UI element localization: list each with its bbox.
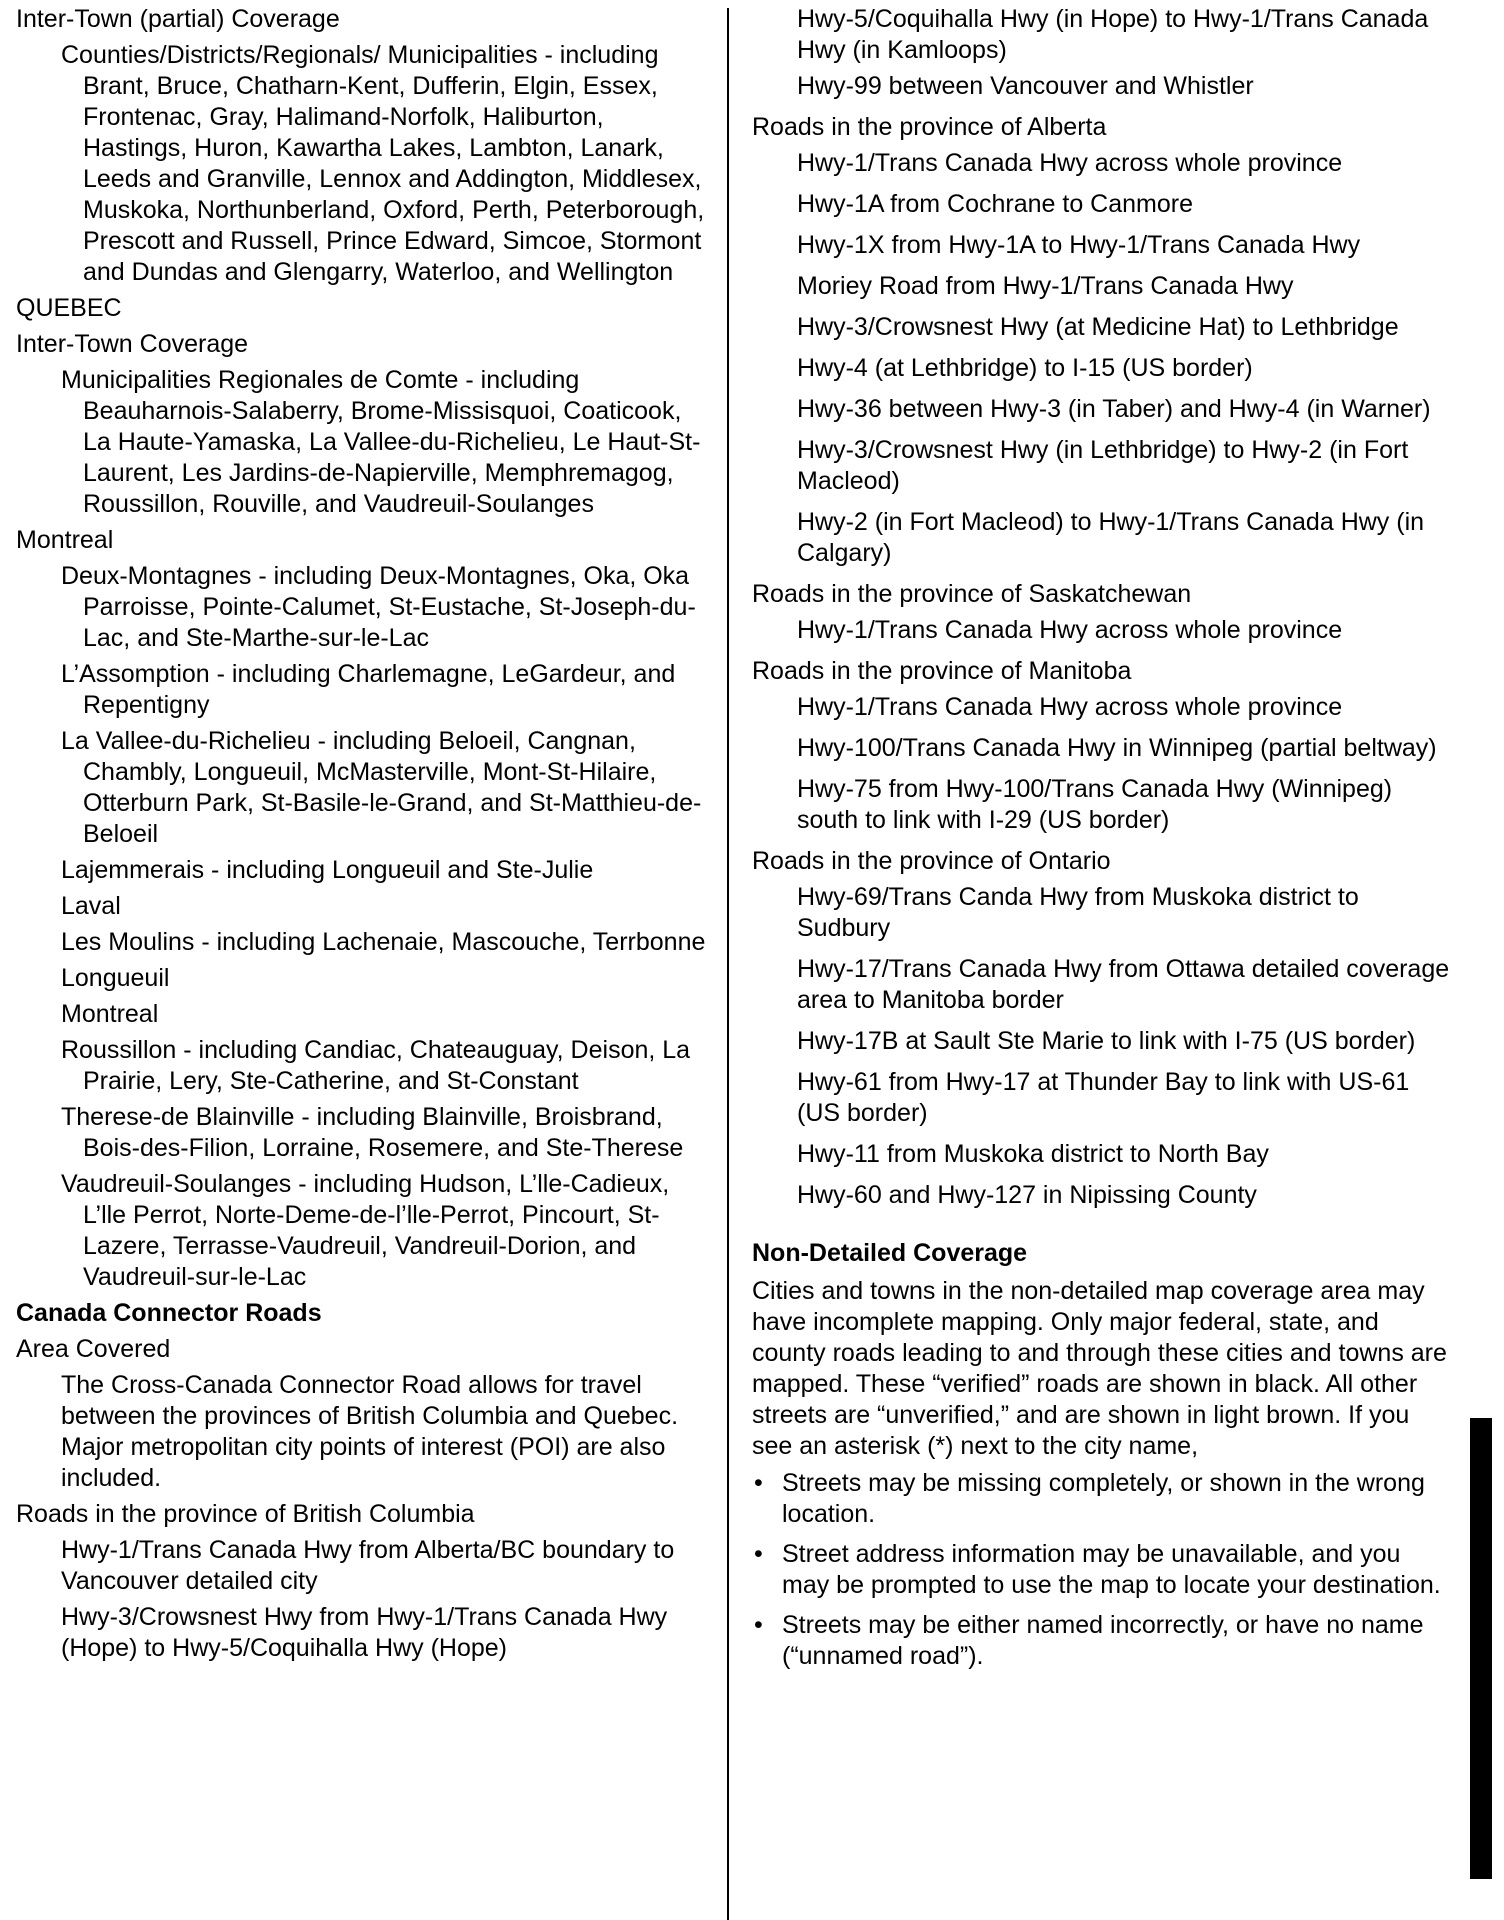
bullet-text: Streets may be missing completely, or shown in the wrong location. [782,1469,1425,1528]
entry-ab-hwy-1x: Hwy-1X from Hwy-1A to Hwy-1/Trans Canada Hwy [797,231,1361,259]
entry-ab-hwy-36: Hwy-36 between Hwy-3 (in Taber) and Hwy-4 (in Warner) [797,395,1431,423]
bullet-item [752,1610,1452,1672]
paragraph-cross-canada: The Cross-Canada Connector Road allows for travel between the provinces of British Columbia and Quebec. Major metropolitan city points of interest (POI) are also included. [61,1371,679,1492]
entry-bc-hwy-5: Hwy-5/Coquihalla Hwy (in Hope) to Hwy-1/Trans Canada Hwy (in Kamloops) [797,5,1429,64]
bullet-dot-icon: • [754,1540,763,1568]
heading-montreal: Montreal [16,526,114,554]
entry-ab-hwy-2: Hwy-2 (in Fort Macleod) to Hwy-1/Trans Canada Hwy (in Calgary) [797,508,1425,567]
bullet-dot-icon: • [754,1611,763,1639]
chapter-thumb-tab [1470,1418,1492,1879]
heading-inter-town: Inter-Town Coverage [16,330,249,358]
heading-ontario: Roads in the province of Ontario [752,847,1111,875]
heading-area-covered: Area Covered [16,1335,171,1363]
right-column [752,4,1452,1681]
heading-quebec: QUEBEC [16,294,122,322]
bullet-text: Street address information may be unavailable, and you may be prompted to use the map to locate your destination. [782,1540,1441,1599]
entry-on-hwy-11: Hwy-11 from Muskoka district to North Bay [797,1140,1269,1168]
column-divider [727,8,729,1920]
entry-on-hwy-17b: Hwy-17B at Sault Ste Marie to link with I-75 (US border) [797,1027,1416,1055]
entry-bc-hwy-99: Hwy-99 between Vancouver and Whistler [797,72,1254,100]
entry-lassomption: L’Assomption - including Charlemagne, LeGardeur, and Repentigny [61,660,676,719]
entry-roussillon: Roussillon - including Candiac, Chateauguay, Deison, La Prairie, Lery, Ste-Catherine, and St-Constant [61,1036,691,1095]
heading-saskatchewan: Roads in the province of Saskatchewan [752,580,1192,608]
entry-lajemmerais: Lajemmerais - including Longueuil and Ste-Julie [61,856,594,884]
heading-alberta: Roads in the province of Alberta [752,113,1107,141]
entry-laval: Laval [61,892,121,920]
entry-ab-moriey-road: Moriey Road from Hwy-1/Trans Canada Hwy [797,272,1294,300]
entry-vaudreuil-soulanges: Vaudreuil-Soulanges - including Hudson, L’lle-Cadieux, L’lle Perrot, Norte-Deme-de-l’lle-Perrot, Pincourt, St-Lazere, Terrasse-Vaudreuil, Vandreuil-Dorion, and Vaudreuil-sur-le-Lac [61,1170,670,1291]
entry-deux-montagnes: Deux-Montagnes - including Deux-Montagnes, Oka, Oka Parroisse, Pointe-Calumet, St-Eustache, St-Joseph-du-Lac, and Ste-Marthe-sur-le-Lac [61,562,696,652]
section-title-canada-connector-roads: Canada Connector Roads [16,1299,322,1327]
entry-les-moulins: Les Moulins - including Lachenaie, Mascouche, Terrbonne [61,928,706,956]
entry-sk-hwy-1: Hwy-1/Trans Canada Hwy across whole province [797,616,1343,644]
left-column [16,4,706,1669]
heading-manitoba: Roads in the province of Manitoba [752,657,1132,685]
entry-mb-hwy-1: Hwy-1/Trans Canada Hwy across whole province [797,693,1343,721]
bullet-item [752,1468,1452,1530]
bullet-item [752,1539,1452,1601]
bullet-dot-icon: • [754,1469,763,1497]
entry-longueuil: Longueuil [61,964,170,992]
entry-on-hwy-69: Hwy-69/Trans Canda Hwy from Muskoka district to Sudbury [797,883,1359,942]
paragraph-non-detailed: Cities and towns in the non-detailed map coverage area may have incomplete mapping. Only major federal, state, and county roads leading to and through these cities and towns are mapped. These “verified” roads are shown in black. All other streets are “unverified,” and are shown in light brown. If you see an asterisk (*) next to the city name, [752,1277,1447,1460]
entry-on-hwy-60-127: Hwy-60 and Hwy-127 in Nipissing County [797,1181,1257,1209]
entry-bc-hwy-3: Hwy-3/Crowsnest Hwy from Hwy-1/Trans Canada Hwy (Hope) to Hwy-5/Coquihalla Hwy (Hope) [61,1603,668,1662]
entry-on-hwy-17: Hwy-17/Trans Canada Hwy from Ottawa detailed coverage area to Manitoba border [797,955,1450,1014]
entry-ab-hwy-1: Hwy-1/Trans Canada Hwy across whole province [797,149,1343,177]
heading-british-columbia: Roads in the province of British Columbia [16,1500,475,1528]
entry-montreal: Montreal [61,1000,159,1028]
entry-counties-districts: Counties/Districts/Regionals/ Municipalities - including Brant, Bruce, Chatharn-Kent, Dufferin, Elgin, Essex, Frontenac, Gray, Halimand-Norfolk, Haliburton, Hastings, Huron, Kawartha Lakes, Lambton, Lanark, Leeds and Granville, Lennox and Addington, Middlesex, Muskoka, Northunberland, Oxford, Perth, Peterborough, Prescott and Russell, Prince Edward, Simcoe, Stormont and Dundas and Glengarry, Waterloo, and Wellington [61,41,705,286]
heading-inter-town-partial: Inter-Town (partial) Coverage [16,5,340,33]
entry-mb-hwy-75: Hwy-75 from Hwy-100/Trans Canada Hwy (Winnipeg) south to link with I-29 (US border) [797,775,1393,834]
entry-mb-hwy-100: Hwy-100/Trans Canada Hwy in Winnipeg (partial beltway) [797,734,1437,762]
entry-la-vallee-du-richelieu: La Vallee-du-Richelieu - including Beloeil, Cangnan, Chambly, Longueuil, McMasterville, Mont-St-Hilaire, Otterburn Park, St-Basile-le-Grand, and St-Matthieu-de-Beloeil [61,727,702,848]
entry-on-hwy-61: Hwy-61 from Hwy-17 at Thunder Bay to link with US-61 (US border) [797,1068,1410,1127]
entry-municipalities-regionales: Municipalities Regionales de Comte - including Beauharnois-Salaberry, Brome-Missisquoi, Coaticook, La Haute-Yamaska, La Vallee-du-Richelieu, Le Haut-St-Laurent, Les Jardins-de-Napierville, Memphremagog, Roussillon, Rouville, and Vaudreuil-Soulanges [61,366,701,518]
entry-ab-hwy-4: Hwy-4 (at Lethbridge) to I-15 (US border) [797,354,1253,382]
entry-ab-hwy-1a: Hwy-1A from Cochrane to Canmore [797,190,1193,218]
entry-ab-hwy-3-lethbridge: Hwy-3/Crowsnest Hwy (in Lethbridge) to Hwy-2 (in Fort Macleod) [797,436,1409,495]
entry-bc-hwy-1: Hwy-1/Trans Canada Hwy from Alberta/BC boundary to Vancouver detailed city [61,1536,675,1595]
bullet-text: Streets may be either named incorrectly, or have no name (“unnamed road”). [782,1611,1424,1670]
entry-therese-de-blainville: Therese-de Blainville - including Blainville, Broisbrand, Bois-des-Filion, Lorraine, Rosemere, and Ste-Therese [61,1103,684,1162]
entry-ab-hwy-3-medicine-hat: Hwy-3/Crowsnest Hwy (at Medicine Hat) to Lethbridge [797,313,1399,341]
section-title-non-detailed-coverage: Non-Detailed Coverage [752,1239,1028,1267]
